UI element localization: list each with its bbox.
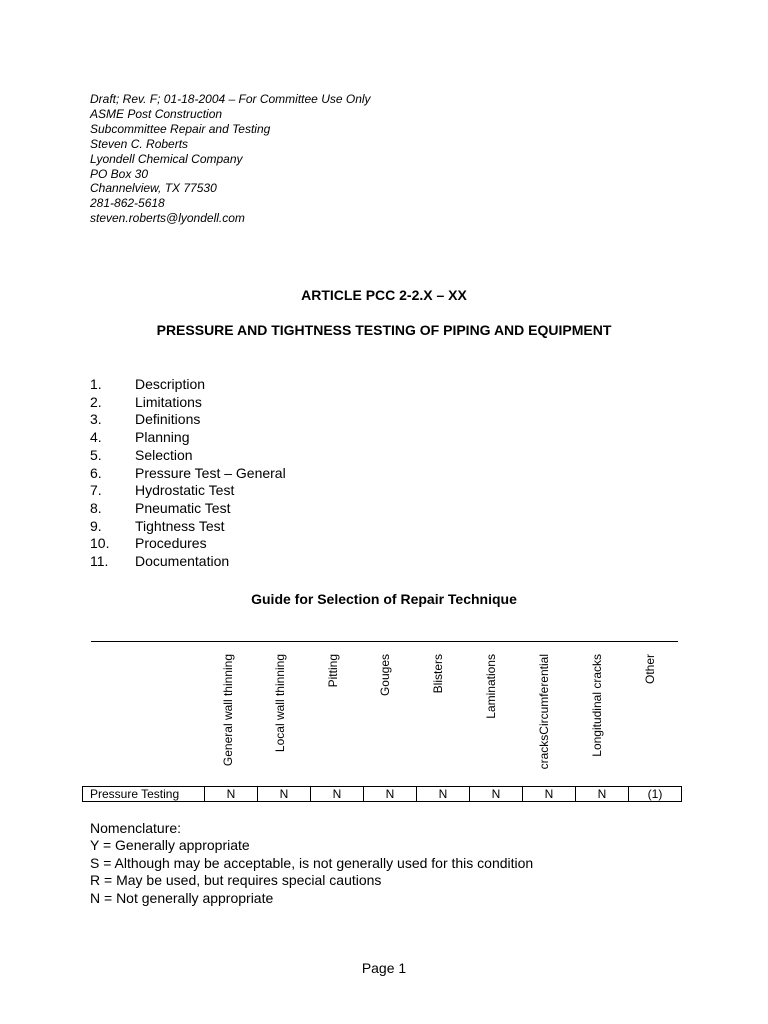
toc-item-label: Description <box>135 376 206 392</box>
table-cell: N <box>364 787 417 802</box>
column-header-label: Blisters <box>431 654 445 694</box>
horizontal-divider <box>91 641 678 642</box>
table-cell: N <box>417 787 470 802</box>
column-header-longitudinal-cracks <box>586 654 606 784</box>
toc-item-tightness-test <box>90 518 286 536</box>
nomenclature-s: S = Although may be acceptable, is not generally used for this condition <box>90 854 534 871</box>
column-header-general-wall-thinning <box>217 654 237 784</box>
header-phone-line: 281-862-5618 <box>90 196 165 211</box>
toc-item-planning <box>90 429 286 447</box>
table-cell: N <box>258 787 311 802</box>
nomenclature-n: N = Not generally appropriate <box>90 889 274 906</box>
toc-item-hydrostatic-test <box>90 482 286 500</box>
toc-item-documentation <box>90 553 286 571</box>
table-cell: N <box>576 787 629 802</box>
toc-item-number: 2. <box>90 393 102 410</box>
column-header-label: Laminations <box>484 654 498 719</box>
toc-item-label: Limitations <box>135 393 202 410</box>
header-email-line: steven.roberts@lyondell.com <box>90 211 245 226</box>
header-draft-line: Draft; Rev. F; 01-18-2004 – For Committee Use Only <box>90 92 371 106</box>
column-header-gouges <box>374 654 394 784</box>
document-header <box>90 92 371 226</box>
guide-title: Guide for Selection of Repair Technique <box>251 591 517 607</box>
column-header-local-wall-thinning <box>269 654 289 784</box>
toc-item-label: Planning <box>135 429 190 446</box>
page-number: Page 1 <box>361 960 407 976</box>
repair-technique-table <box>82 786 682 802</box>
table-cell: (1) <box>629 787 682 802</box>
table-cell: N <box>311 787 364 802</box>
toc-item-number: 6. <box>90 464 102 481</box>
header-author-line: Steven C. Roberts <box>90 136 189 151</box>
toc-item-label: Procedures <box>135 535 207 552</box>
toc-item-label: Hydrostatic Test <box>135 482 235 499</box>
column-header-label: Gouges <box>378 654 392 697</box>
toc-item-pneumatic-test <box>90 500 286 518</box>
toc-item-procedures <box>90 535 286 553</box>
column-header-label: Longitudinal cracks <box>590 654 604 757</box>
toc-item-label: Pressure Test – General <box>135 464 286 481</box>
toc-item-number: 1. <box>90 376 102 392</box>
table-of-contents <box>90 376 286 571</box>
table-row <box>83 787 682 802</box>
article-title: ARTICLE PCC 2-2.X – XX <box>301 287 467 303</box>
toc-item-number: 9. <box>90 517 102 534</box>
table-cell: N <box>523 787 576 802</box>
column-header-label: Local wall thinning <box>273 654 287 753</box>
column-header-label: Other <box>643 654 657 685</box>
header-pobox-line: PO Box 30 <box>90 166 149 181</box>
toc-item-selection <box>90 447 286 465</box>
table-cell: N <box>205 787 258 802</box>
toc-item-number: 8. <box>90 499 102 516</box>
main-title: PRESSURE AND TIGHTNESS TESTING OF PIPING AND EQUIPMENT <box>156 322 612 338</box>
toc-item-number: 11. <box>90 553 109 570</box>
column-header-pitting <box>322 654 342 784</box>
column-header-blisters <box>427 654 447 784</box>
toc-item-label: Definitions <box>135 411 201 428</box>
toc-item-number: 7. <box>90 482 102 499</box>
header-org-line: ASME Post Construction <box>90 106 223 121</box>
toc-item-number: 10. <box>90 535 110 552</box>
toc-item-description <box>90 376 286 394</box>
toc-item-label: Pneumatic Test <box>135 499 231 516</box>
nomenclature-y: Y = Generally appropriate <box>90 837 250 854</box>
toc-item-label: Documentation <box>135 553 230 570</box>
column-header-label: General wall thinning <box>221 654 235 767</box>
header-company-line: Lyondell Chemical Company <box>90 151 243 166</box>
column-header-other <box>639 654 659 784</box>
nomenclature-section <box>90 820 533 907</box>
toc-item-label: Selection <box>135 446 193 463</box>
toc-item-limitations <box>90 394 286 412</box>
column-header-label: Pitting <box>326 654 340 688</box>
nomenclature-heading: Nomenclature: <box>90 820 182 836</box>
header-subcommittee-line: Subcommittee Repair and Testing <box>90 121 271 136</box>
table-cell: N <box>470 787 523 802</box>
toc-item-number: 4. <box>90 429 102 446</box>
nomenclature-r: R = May be used, but requires special cautions <box>90 872 382 889</box>
toc-item-number: 5. <box>90 446 102 463</box>
toc-item-label: Tightness Test <box>135 517 225 534</box>
toc-item-pressure-test-general <box>90 465 286 483</box>
column-header-laminations <box>480 654 500 784</box>
column-header-circumferential-cracks <box>533 654 553 784</box>
header-city-line: Channelview, TX 77530 <box>90 181 217 196</box>
toc-item-definitions <box>90 411 286 429</box>
toc-item-number: 3. <box>90 411 102 428</box>
column-header-label: cracksCircumferential <box>537 654 551 770</box>
row-label-pressure-testing: Pressure Testing <box>83 787 205 802</box>
